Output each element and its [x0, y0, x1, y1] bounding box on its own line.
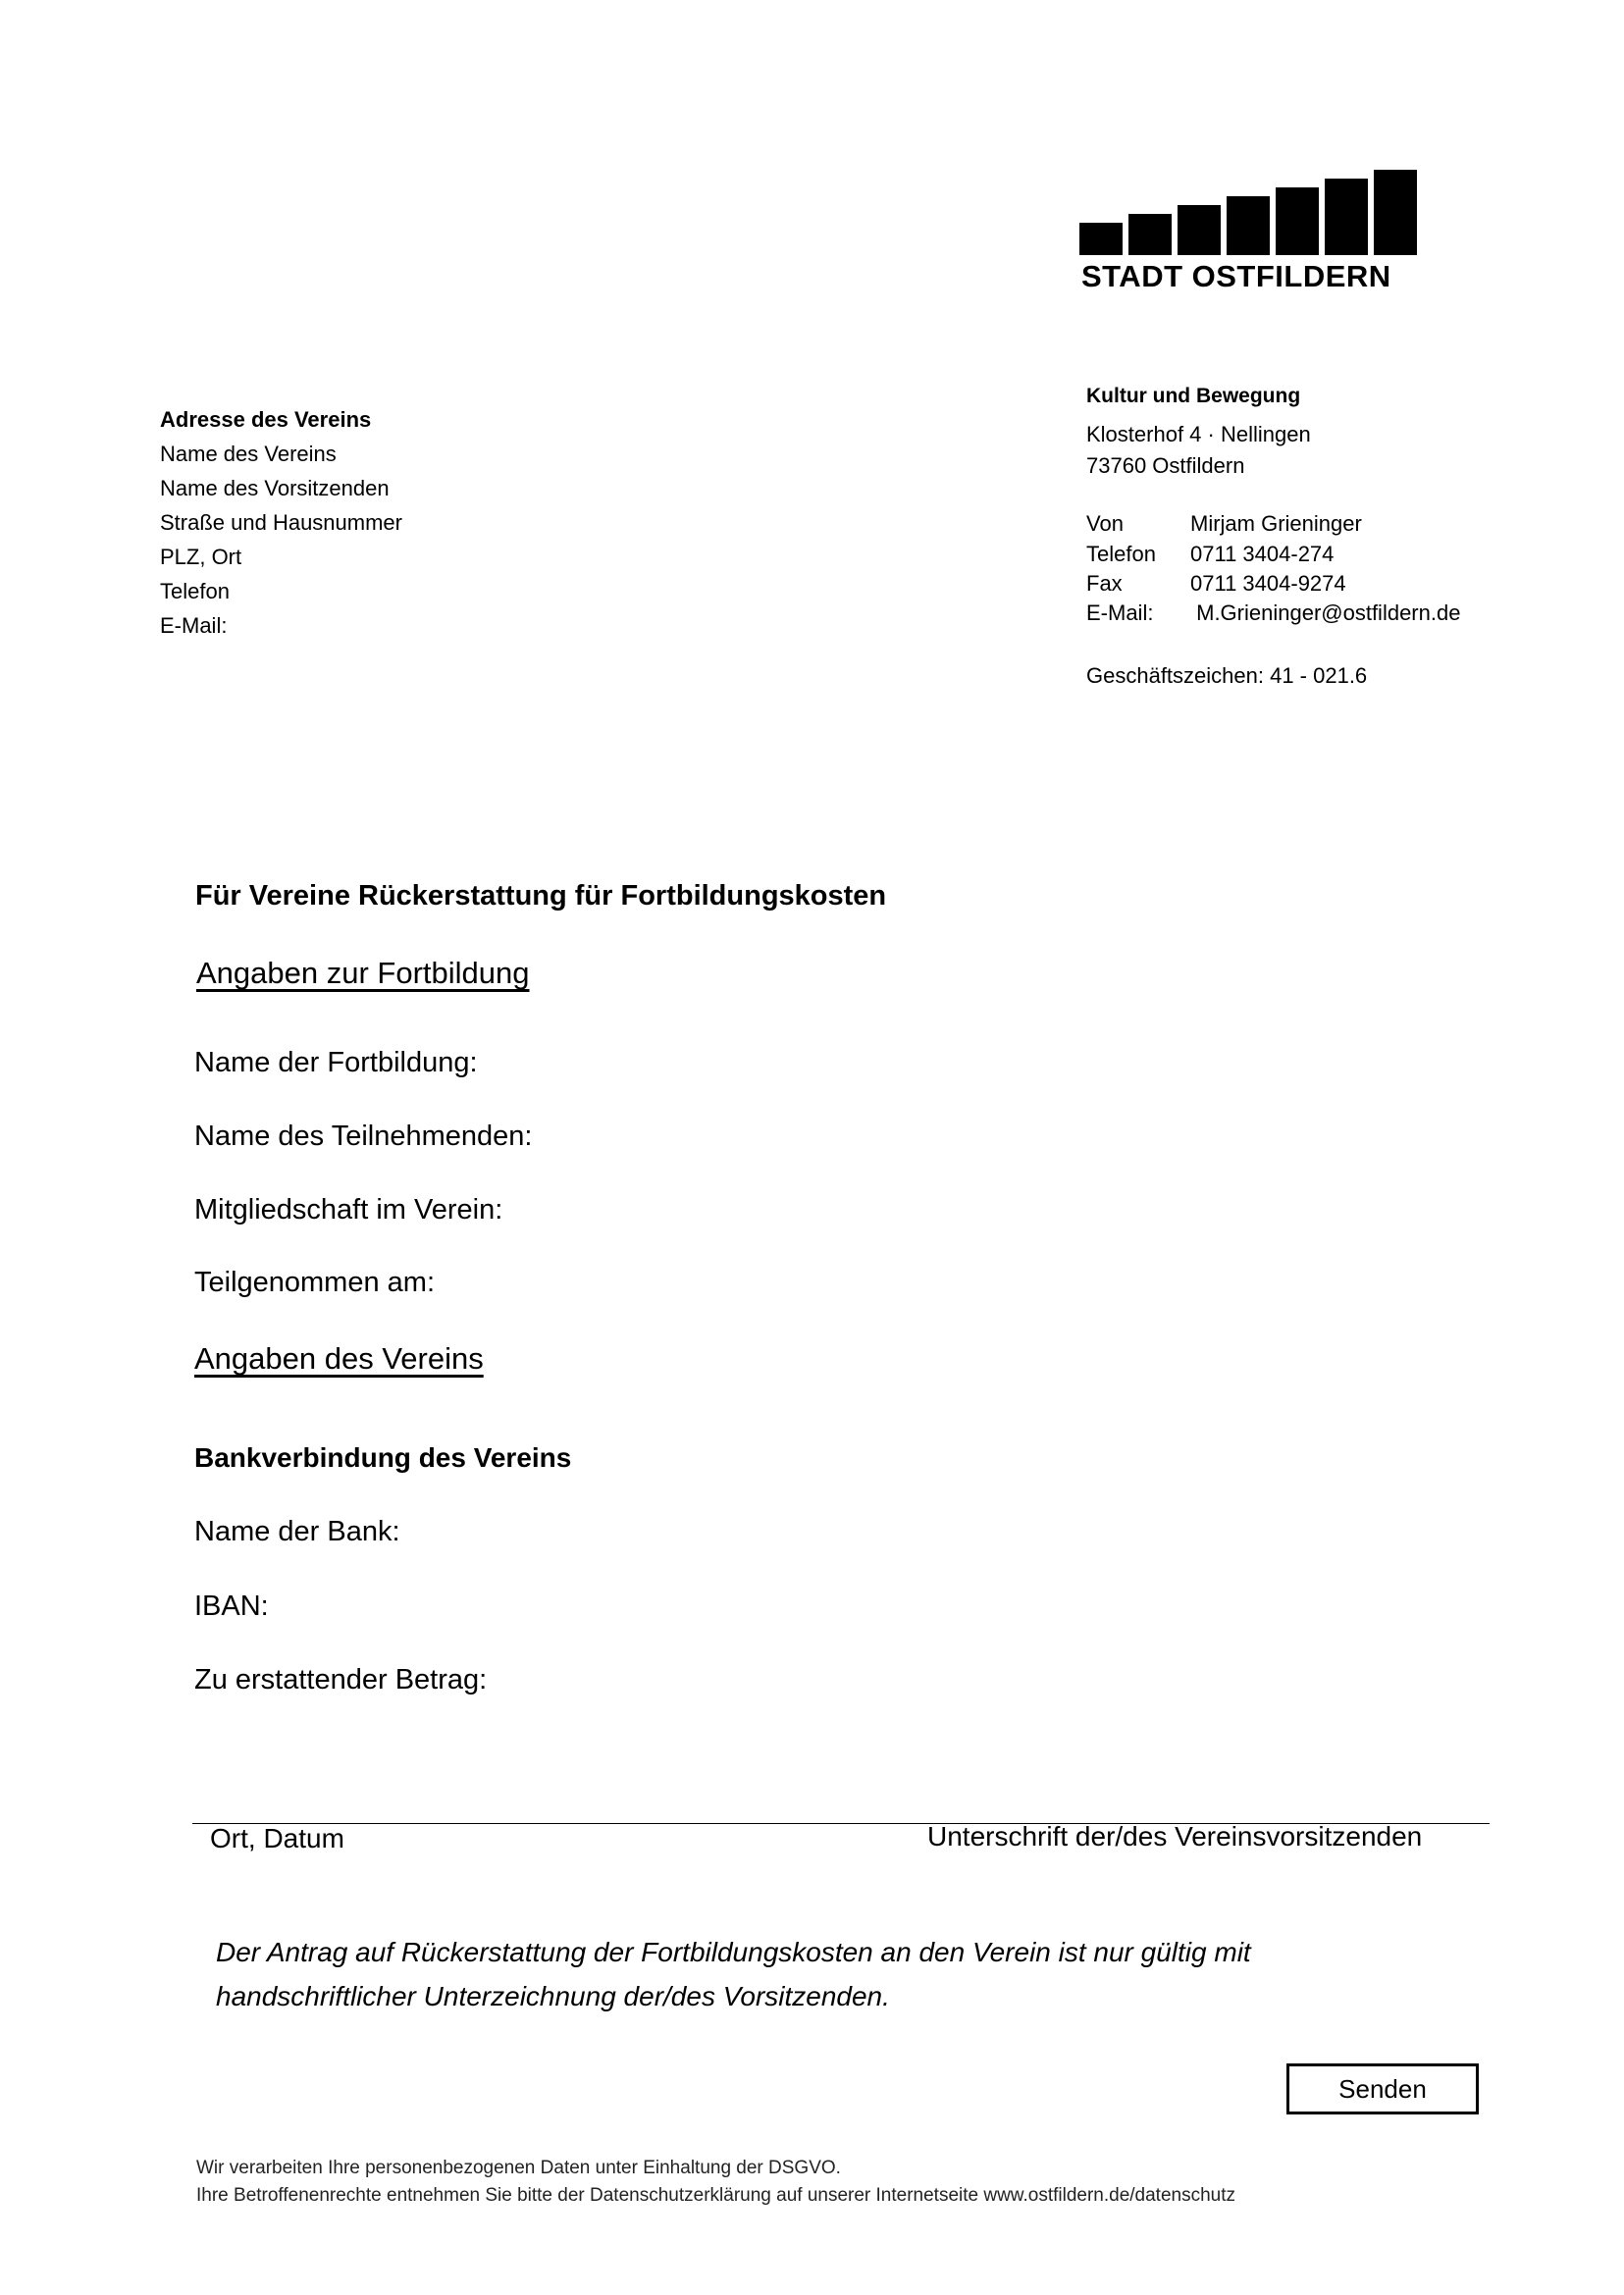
club-address-block	[160, 402, 402, 643]
contact-value: M.Grieninger@ostfildern.de	[1190, 600, 1461, 625]
club-address-line: PLZ, Ort	[160, 545, 242, 569]
field-iban: IBAN:	[194, 1591, 269, 1622]
contact-label: Telefon	[1086, 542, 1156, 566]
logo-text: STADT OSTFILDERN	[1081, 259, 1391, 293]
field-participant-name: Name des Teilnehmenden:	[194, 1121, 533, 1152]
club-address-line: Name des Vereins	[160, 442, 337, 466]
send-button[interactable]: Senden	[1286, 2063, 1479, 2114]
club-address-line: Telefon	[160, 579, 230, 603]
form-title: Für Vereine Rückerstattung für Fortbildungskosten	[195, 880, 887, 912]
logo-bar	[1325, 179, 1368, 255]
privacy-footer-line: Wir verarbeiten Ihre personenbezogenen Daten unter Einhaltung der DSGVO.	[196, 2158, 841, 2178]
recipient-block	[1086, 385, 1597, 699]
contact-label: E-Mail:	[1086, 600, 1154, 625]
logo-bar	[1276, 187, 1319, 255]
contact-row-email	[1086, 600, 1460, 626]
recipient-street: Klosterhof 4 · Nellingen	[1086, 422, 1311, 446]
logo-bar	[1128, 214, 1172, 255]
contact-row-from	[1086, 511, 1362, 537]
field-bank-name: Name der Bank:	[194, 1516, 400, 1547]
recipient-city: 73760 Ostfildern	[1086, 453, 1245, 478]
contact-value: 0711 3404-9274	[1190, 571, 1346, 596]
department-name: Kultur und Bewegung	[1086, 385, 1301, 407]
club-address-line: E-Mail:	[160, 613, 228, 638]
field-training-name: Name der Fortbildung:	[194, 1047, 478, 1078]
logo-bar	[1178, 205, 1221, 255]
club-address-line: Straße und Hausnummer	[160, 510, 402, 535]
reference-number: Geschäftszeichen: 41 - 021.6	[1086, 663, 1368, 688]
contact-label: Fax	[1086, 571, 1123, 596]
validity-note: Der Antrag auf Rückerstattung der Fortbildungskosten an den Verein ist nur gültig mit handschriftlicher Unterzeichnung der/des Vorsitzenden.	[216, 1937, 1251, 2011]
city-logo	[1079, 157, 1408, 294]
contact-value: Mirjam Grieninger	[1190, 511, 1362, 536]
field-attended-on: Teilgenommen am:	[194, 1267, 435, 1298]
bank-heading: Bankverbindung des Vereins	[194, 1442, 572, 1473]
club-address-line: Name des Vorsitzenden	[160, 476, 390, 500]
contact-label: Von	[1086, 511, 1124, 536]
place-date-label: Ort, Datum	[210, 1823, 344, 1853]
privacy-footer	[196, 2155, 1235, 2210]
logo-bar	[1079, 223, 1123, 255]
privacy-footer-line: Ihre Betroffenenrechte entnehmen Sie bitte der Datenschutzerklärung auf unserer Internetseite www.ostfildern.de/datenschutz	[196, 2185, 1235, 2206]
contact-row-fax	[1086, 571, 1346, 597]
contact-value: 0711 3404-274	[1190, 542, 1335, 566]
contact-row-phone	[1086, 542, 1334, 567]
section-heading-club: Angaben des Vereins	[194, 1341, 484, 1376]
signature-label: Unterschrift der/des Vereinsvorsitzenden	[927, 1821, 1423, 1852]
field-amount: Zu erstattender Betrag:	[194, 1664, 488, 1695]
logo-bar	[1227, 196, 1270, 255]
club-address-heading: Adresse des Vereins	[160, 407, 372, 432]
section-heading-training: Angaben zur Fortbildung	[196, 956, 530, 990]
field-membership: Mitgliedschaft im Verein:	[194, 1194, 503, 1226]
logo-bar	[1374, 170, 1417, 255]
